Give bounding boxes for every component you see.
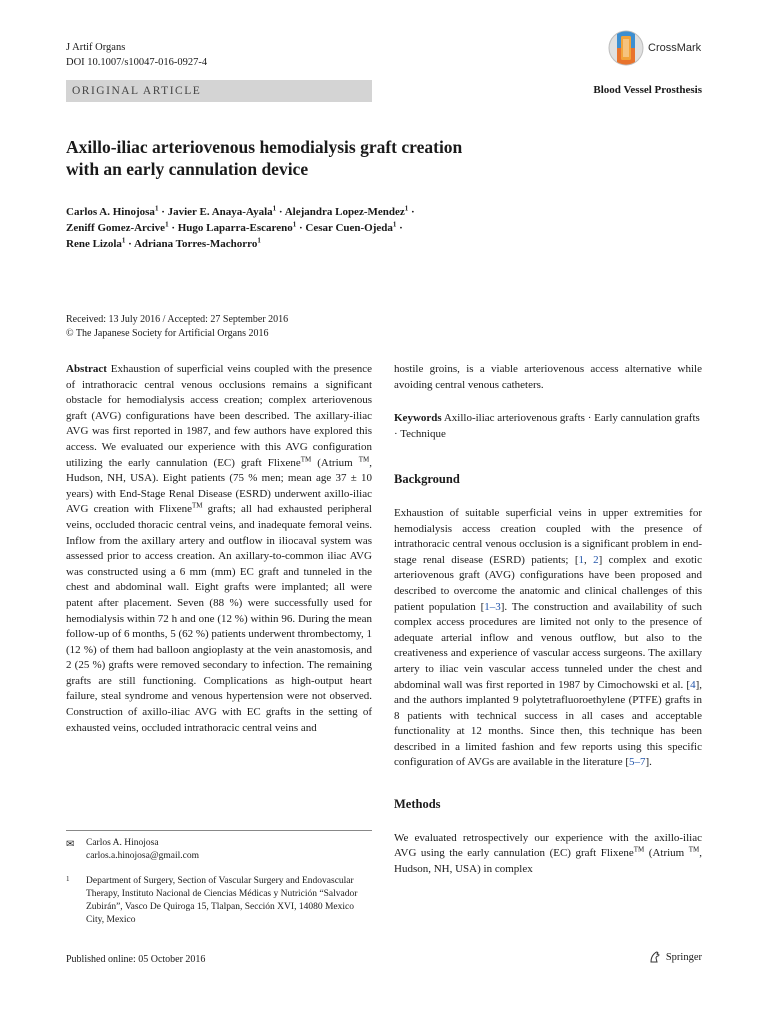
crossmark-label: CrossMark xyxy=(648,42,702,54)
abstract-continuation: hostile groins, is a viable arteriovenous access alternative while avoiding central venous catheters. xyxy=(394,363,702,391)
abstract-text: Abstract Exhaustion of superficial veins coupled with the presence of intrathoracic central venous occlusions remains a significant obstacle for hemodialysis access creation; complex arteriovenous graft (AVG) configurations have been described. The axillary-iliac AVG was first reported in 1987, and few authors have explored this access. We evaluated our experience with this AVG configuration utilizing the early cannulation (EC) graft Flixene™ (Atrium ™, Hudson, NH, USA). Eight patients (75 % men; mean age 37 ± 10 years) with End-Stage Renal Disease (ESRD) underwent axillo-iliac AVG creation with Flixene™ grafts; all had exhausted peripheral veins, occluded thoracic central veins, and inadequate femoral veins. Inflow from the axillary artery and outflow in iliocaval system was assessed prior to access creation. An axillary-to-common iliac AVG was constructed using a 6 mm (mm) EC graft and tunneled in the chest and abdominal wall. Eight grafts were implanted; all were patent after placement. Seven (88 %) were successfully used for hemodialysis within 72 h and one (12 %) within 96. During the mean follow-up of 6 months, 5 (62 %) patients underwent thrombectomy, 1 (12 %) of them had balloon angioplasty at the vein anastomosis, and 2 (25 %) grafts were removed secondary to infection. The remaining grafts are still functioning. Complications as high-output heart failure, steal syndrome and venous hypertension were not observed. Construction of axillo-iliac AVG with EC grafts in the setting of exhausted veins, occluded intrathoracic central veins and xyxy=(66,363,373,734)
author-name[interactable]: Hugo Laparra-Escareno xyxy=(177,222,293,234)
title-line-1: Axillo-iliac arteriovenous hemodialysis graft creation xyxy=(66,137,463,157)
received-accepted: Received: 13 July 2016 / Accepted: 27 September 2016 xyxy=(66,314,289,325)
methods-heading: Methods xyxy=(394,797,441,812)
contact-email[interactable]: carlos.a.hinojosa@gmail.com xyxy=(86,851,199,861)
publisher-logo[interactable] xyxy=(648,950,702,964)
affiliation-text: Department of Surgery, Section of Vascular Surgery and Endovascular Therapy, Instituto Nacional de Ciencias Médicas y Nutrición “Salvador Zubirán”, Vasco De Quiroga 15, Tlalpan, Sección XVI, 14080 Mexico City, Mexico xyxy=(86,876,358,925)
right-column xyxy=(394,362,702,877)
author-line-2: Zeniff Gomez-Arcive$^1$ · Hugo Laparra-Escareno$^1$ · Cesar Cuen-Ojeda$^1$ · xyxy=(66,220,403,234)
title-line-2: with an early cannulation device xyxy=(66,159,309,179)
crossmark-badge[interactable] xyxy=(608,30,708,70)
doi[interactable]: DOI 10.1007/s10047-016-0927-4 xyxy=(66,57,208,68)
contact-name: Carlos A. Hinojosa xyxy=(86,838,159,848)
journal-name: J Artif Organs xyxy=(66,42,126,53)
affiliation-mark: 1 xyxy=(66,875,70,883)
citation-link[interactable]: 1 xyxy=(578,553,585,566)
publisher-name: Springer xyxy=(665,951,702,963)
author-list xyxy=(66,204,626,252)
citation-link[interactable]: 2 xyxy=(593,553,599,566)
springer-horse-icon xyxy=(648,950,662,964)
author-name[interactable]: Zeniff Gomez-Arcive xyxy=(66,222,166,234)
author-name[interactable]: Alejandra Lopez-Mendez xyxy=(284,206,405,218)
citation-link[interactable]: 1–3 xyxy=(484,600,501,613)
article-dates xyxy=(66,313,288,341)
abstract-column xyxy=(66,362,372,736)
citation-link[interactable]: 5–7 xyxy=(629,756,646,769)
background-paragraph: Exhaustion of suitable superficial veins in upper extremities for hemodialysis access creation coupled with the presence of intrathoracic central venous occlusion is a significant problem in end-stage renal disease (ESRD) patients; [1, 2] complex and exotic arteriovenous graft (AVG) configurations have been proposed and described to overcome the anatomic and clinical challenges of this patient population [1–3]. The construction and availability of such complex access procedures are limited not only to the presence of adequate arterial inflow and venous outflow, but also to the creativeness and experience of vascular access surgeons. The axillary artery to iliac vein vascular access tunneled under the chest and abdominal wall was first reported in 1987 by Cimochowski et al. [4], and the authors implanted 9 polytetrafluoroethylene (PTFE) grafts in 8 patients with technical success in all cases and acceptable functionality at 12 months. Since then, this technique has been described in a limited fashion and few reports using this specific configuration of AVGs are available in the literature [5–7]. xyxy=(394,506,702,769)
methods-paragraph: We evaluated retrospectively our experience with the axillo-iliac AVG using the early cannulation (EC) graft Flixene™ (Atrium ™, Hudson, NH, USA) in complex xyxy=(394,831,702,875)
author-name[interactable]: Adriana Torres-Machorro xyxy=(133,238,258,250)
footnote-divider xyxy=(66,830,372,831)
author-name[interactable]: Javier E. Anaya-Ayala xyxy=(167,206,273,218)
abstract-label: Abstract xyxy=(66,363,107,375)
author-line-1: Carlos A. Hinojosa$^1$ · Javier E. Anaya-Ayala$^1$ · Alejandra Lopez-Mendez$^1$ · xyxy=(66,204,415,218)
author-line-3: Rene Lizola$^1$ · Adriana Torres-Machorro$^1$ xyxy=(66,236,261,250)
crossmark-icon xyxy=(608,30,644,66)
published-date: Published online: 05 October 2016 xyxy=(66,954,206,965)
article-title xyxy=(66,136,626,180)
journal-info xyxy=(66,40,207,70)
background-heading: Background xyxy=(394,472,460,487)
keywords xyxy=(394,411,702,442)
author-name[interactable]: Carlos A. Hinojosa xyxy=(66,206,155,218)
citation-link[interactable]: 4 xyxy=(690,678,696,691)
article-type-bar: ORIGINAL ARTICLE xyxy=(66,80,372,102)
author-name[interactable]: Rene Lizola xyxy=(66,238,122,250)
keywords-label: Keywords xyxy=(394,412,442,425)
keywords-text: Axillo-iliac arteriovenous grafts · Early cannulation grafts · Technique xyxy=(394,412,700,440)
author-name[interactable]: Cesar Cuen-Ojeda xyxy=(305,222,393,234)
section-label: Blood Vessel Prosthesis xyxy=(593,84,702,96)
copyright: © The Japanese Society for Artificial Organs 2016 xyxy=(66,328,269,339)
envelope-icon: ✉ xyxy=(66,839,75,850)
